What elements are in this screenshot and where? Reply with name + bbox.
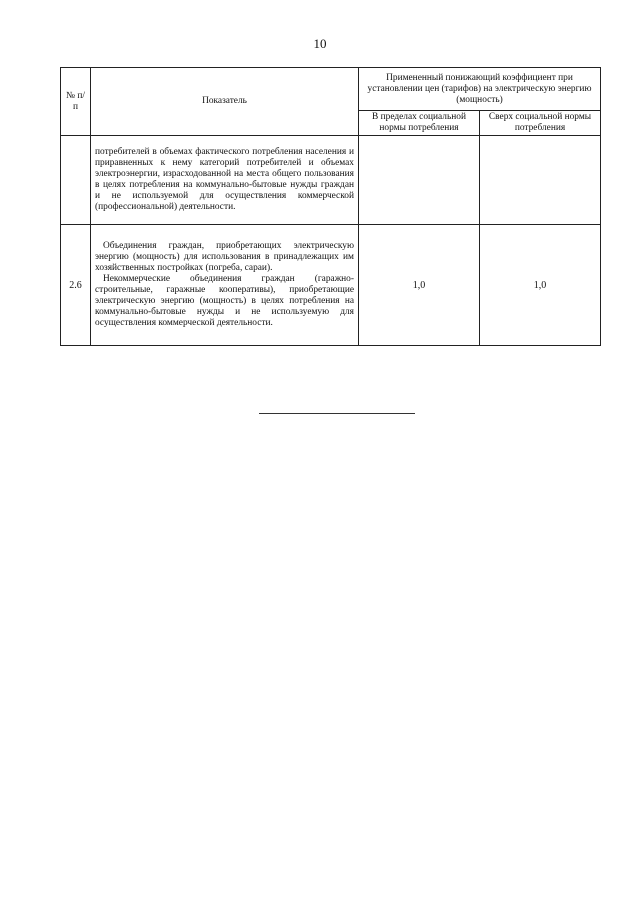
header-over-norm: Сверх социальной нормы потребления (480, 111, 601, 136)
header-num: № п/п (61, 68, 91, 136)
table-row (61, 136, 601, 225)
header-indicator: Показатель (91, 68, 359, 136)
row-num (61, 136, 91, 225)
header-within-norm: В пределах социальной нормы потребления (359, 111, 480, 136)
header-coefficient: Примененный понижающий коэффициент при установлении цен (тарифов) на электрическую энергию (мощность) (359, 68, 601, 111)
row-over-value (480, 136, 601, 225)
row-over-value: 1,0 (480, 225, 601, 346)
indicator-paragraph-2: Некоммерческие объединения граждан (гаражно-строительные, гаражные кооперативы), приобретающие электрическую энергию (мощность) в целях потребления на коммунально-бытовые нужды и не используемую для осуществления коммерческой деятельности. (95, 274, 354, 328)
coefficient-table (60, 67, 601, 346)
row-indicator (91, 136, 359, 225)
page-number: 10 (313, 36, 327, 51)
indicator-paragraph-1: Объединения граждан, приобретающих электрическую энергию (мощность) для использования в принадлежащих им хозяйственных постройках (погреба, сараи). (95, 241, 354, 273)
table-row (61, 225, 601, 346)
end-divider (259, 413, 415, 414)
row-indicator (91, 225, 359, 346)
row-within-value: 1,0 (359, 225, 480, 346)
indicator-text: потребителей в объемах фактического потребления населения и приравненных к нему категорий потребителей и объемах электроэнергии, израсходованной на места общего пользования в целях потребления на коммунально-бытовые нужды граждан и не используемой для осуществления коммерческой (профессиональной) деятельности. (95, 147, 354, 212)
row-num: 2.6 (61, 225, 91, 346)
row-within-value (359, 136, 480, 225)
